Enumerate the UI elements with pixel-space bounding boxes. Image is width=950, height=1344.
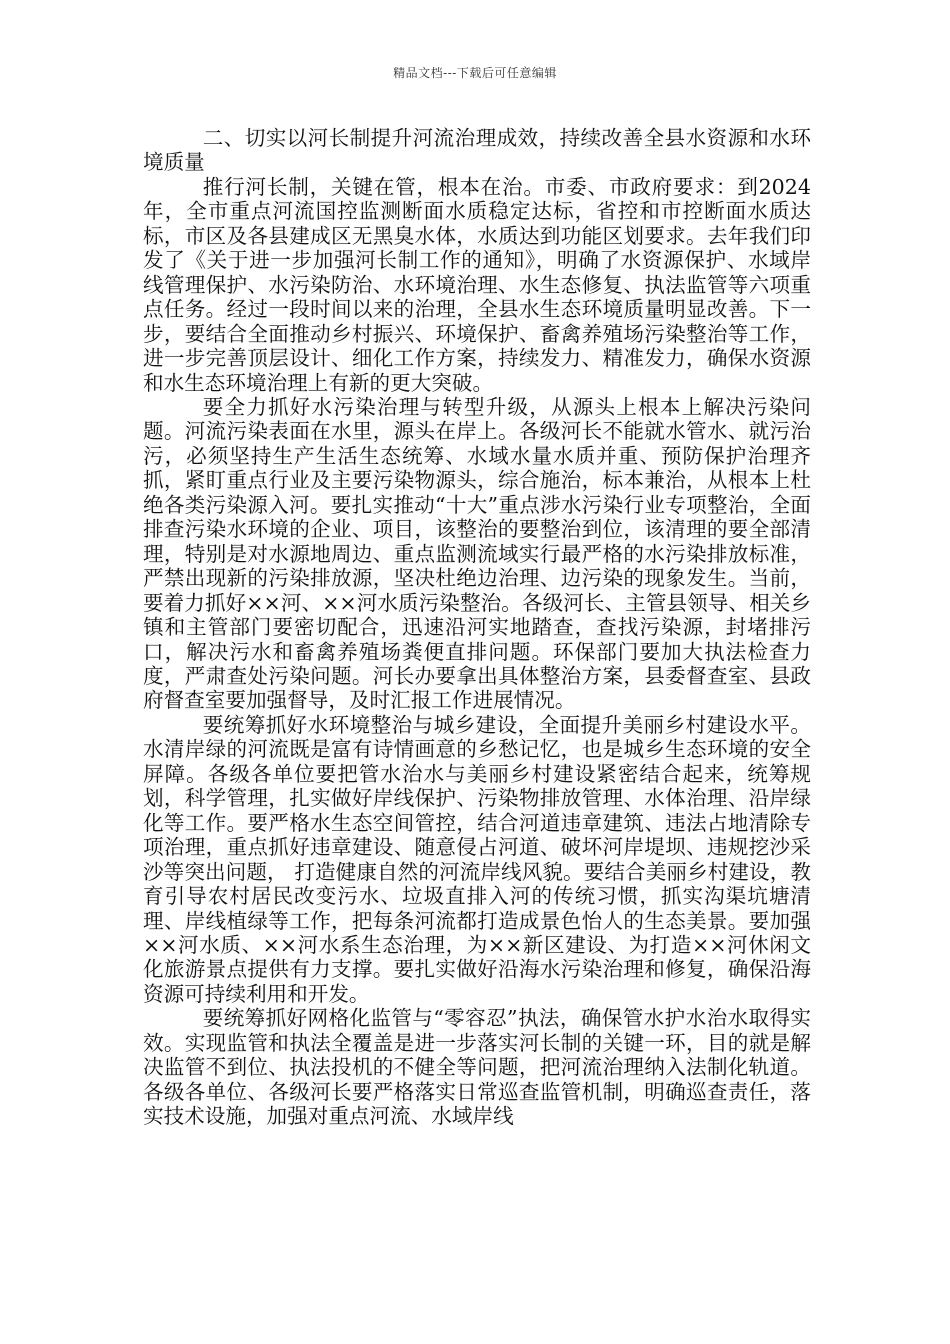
document-body [143,126,811,1129]
page-header: 精品文档---下载后可任意编辑 [393,66,557,80]
paragraph-2: 要全力抓好水污染治理与转型升级，从源头上根本上解决污染问题。河流污染表面在水里，源头在岸上。各级河长不能就水管水、就污治污，必须坚持生产生活生态统筹、水域水量水质并重、预防保护治理齐抓，紧盯重点行业及主要污染物源头，综合施治，标本兼治，从根本上杜绝各类污染源入河。要扎实推动“十大”重点涉水污染行业专项整治，全面排查污染水环境的企业、项目，该整治的要整治到位，该清理的要全部清理，特别是对水源地周边、重点监测流域实行最严格的水污染排放标准，严禁出现新的污染排放源，坚决杜绝边治理、边污染的现象发生。当前， 要着力抓好××河、××河水质污染整治。各级河长、主管县领导、相关乡镇和主管部门要密切配合，迅速沿河实地踏查，查找污染源，封堵排污口，解决污水和畜禽养殖场粪便直排问题。环保部门要加大执法检查力度，严肃查处污染问题。河长办要拿出具体整治方案，县委督查室、县政府督查室要加强督导，及时汇报工作进展情况。 [143,394,811,713]
paragraph-4: 要统筹抓好网格化监管与“零容忍”执法，确保管水护水治水取得实效。实现监管和执法全覆盖是进一步落实河长制的关键一环，目的就是解决监管不到位、执法投机的不健全等问题，把河流治理纳入法制化轨道。各级各单位、各级河长要严格落实日常巡查监管机制，明确巡查责任，落实技术设施，加强对重点河流、水域岸线 [143,1006,811,1129]
paragraph-1: 推行河长制，关键在管，根本在治。市委、市政府要求：到2024年，全市重点河流国控监测断面水质稳定达标，省控和市控断面水质达标，市区及各县建成区无黑臭水体，水质达到功能区划要求。去年我们印发了《关于进一步加强河长制工作的通知》，明确了水资源保护、水域岸线管理保护、水污染防治、水环境治理、水生态修复、执法监管等六项重点任务。经过一段时间以来的治理，全县水生态环境质量明显改善。下一步，要结合全面推动乡村振兴、环境保护、畜禽养殖场污染整治等工作，进一步完善顶层设计、细化工作方案，持续发力、精准发力，确保水资源和水生态环境治理上有新的更大突破。 [143,174,811,395]
paragraph-3: 要统筹抓好水环境整治与城乡建设，全面提升美丽乡村建设水平。水清岸绿的河流既是富有诗情画意的乡愁记忆，也是城乡生态环境的安全屏障。各级各单位要把管水治水与美丽乡村建设紧密结合起来，统筹规划，科学管理，扎实做好岸线保护、污染物排放管理、水体治理、沿岸绿化等工作。要严格水生态空间管控，结合河道违章建筑、违法占地清除专项治理，重点抓好违章建设、随意侵占河道、破坏河岸堤坝、违规挖沙采沙等突出问题， 打造健康自然的河流岸线风貌。要结合美丽乡村建设，教育引导农村居民改变污水、垃圾直排入河的传统习惯，抓实沟渠坑塘清理、岸线植绿等工作，把每条河流都打造成景色怡人的生态美景。要加强××河水质、××河水系生态治理，为××新区建设、为打造××河休闲文化旅游景点提供有力支撑。要扎实做好沿海水污染治理和修复，确保沿海资源可持续利用和开发。 [143,712,811,1006]
section-heading: 二、切实以河长制提升河流治理成效，持续改善全县水资源和水环境质量 [143,126,811,175]
